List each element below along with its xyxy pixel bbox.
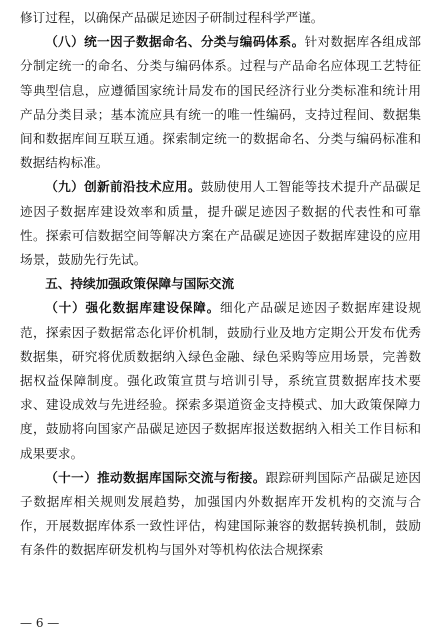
paragraph-body: 针对数据库各组成部分制定统一的命名、分类与编码体系。过程与产品命名应体现工艺特征等典型信息，应遵循国家统计局发布的国民经济行业分类标准和统计用产品分类目录；基本流应具有统一的唯一性编码，支持过程间、数据集间和数据库间互联互通。探索制定统一的数据命名、分类与编码标准和数据结构标准。 [20,34,421,171]
paragraph-database-support [20,296,421,465]
paragraph-international [20,466,421,563]
paragraph-heading: （八）统一因子数据命名、分类与编码体系。 [45,34,305,50]
page-number: — 6 — [20,616,60,630]
paragraph-body: 鼓励使用人工智能等技术提升产品碳足迹因子数据库建设效率和质量，提升碳足迹因子数据的代表性和可靠性。探索可信数据空间等解决方案在产品碳足迹因子数据库建设的应用场景，鼓励先行先试。 [20,179,421,268]
paragraph-continued: 修订过程，以确保产品碳足迹因子研制过程科学严谨。 [20,10,324,25]
paragraph-naming-system [20,30,421,175]
paragraph-frontier-tech [20,175,421,272]
paragraph-heading: （十）强化数据库建设保障。 [45,300,221,316]
paragraph-body: 细化产品碳足迹因子数据库建设规范，探索因子数据常态化评价机制，鼓励行业及地方定期公开发布优秀数据集，研究将优质数据纳入绿色金融、绿色采购等应用场景，完善数据权益保障制度。强化政策宣贯与培训引导，系统宣贯数据库技术要求、建设成效与先进经验。探索多渠道资金支持模式、加大政策保障力度，鼓励将向国家产品碳足迹因子数据库报送数据纳入相关工作目标和成果要求。 [20,300,421,461]
paragraph-heading: （十一）推动数据库国际交流与衔接。 [45,469,266,485]
paragraph-heading: （九）创新前沿技术应用。 [45,179,201,195]
paragraph-body: 跟踪研判国际产品碳足迹因子数据库相关规则发展趋势，加强国内外数据库开发机构的交流与合作，开展数据库体系一致性评估，构建国际兼容的数据转换机制，鼓励有条件的数据库研发机构与国外对等机构依法合规探索 [20,469,421,558]
section-heading: 五、持续加强政策保障与国际交流 [45,276,235,292]
